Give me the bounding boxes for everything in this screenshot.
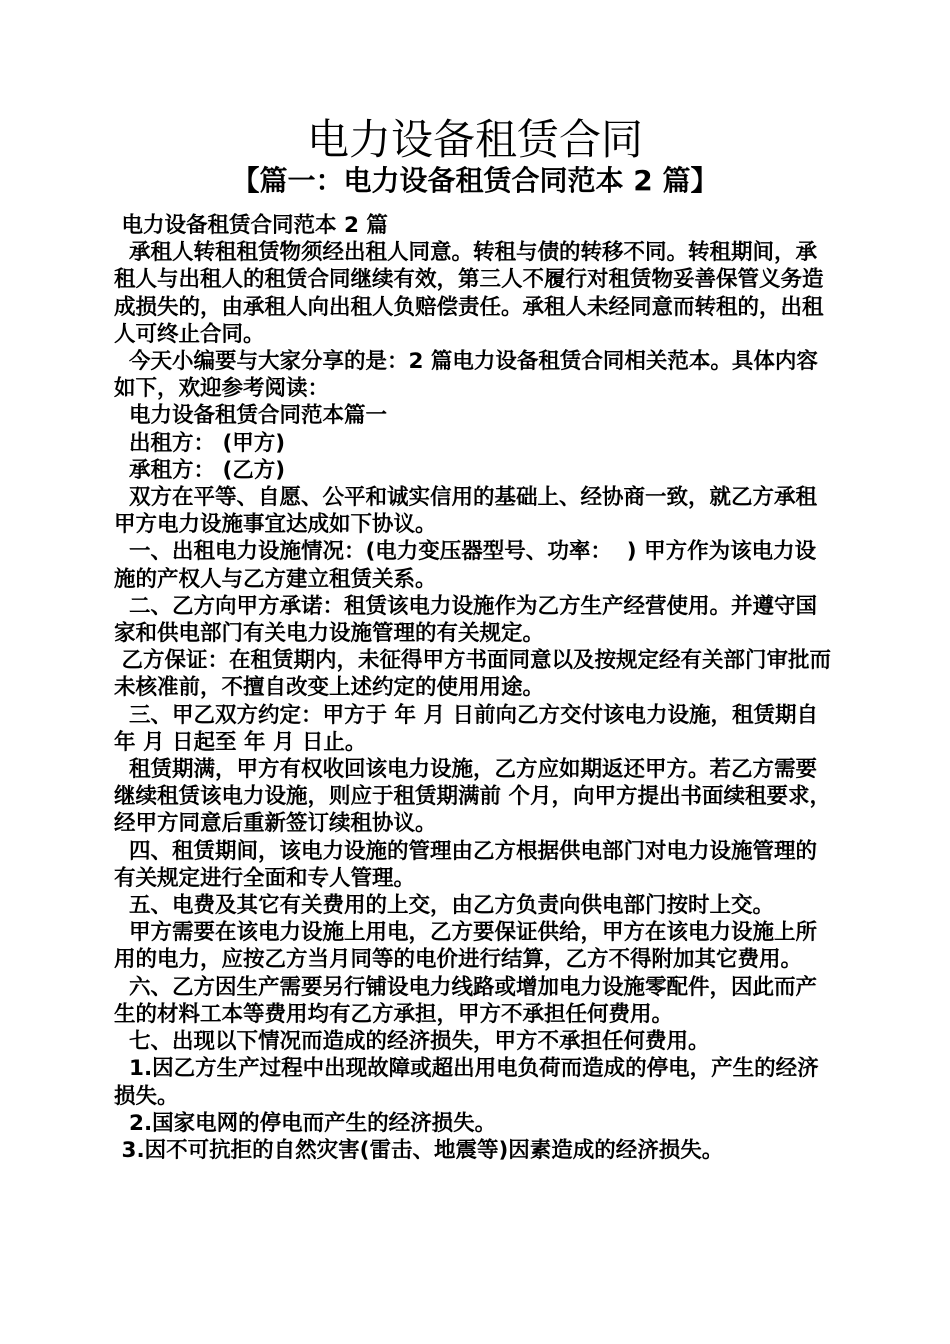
paragraph: 3.因不可抗拒的自然灾害(雷击、地震等)因素造成的经济损失。 <box>114 1137 724 1163</box>
paragraph: 租赁期满，甲方有权收回该电力设施，乙方应如期返还甲方。若乙方需要继续租赁该电力设施，则应于租赁期满前 个月，向甲方提出书面续租要求，经甲方同意后重新签订续租协议。 <box>114 757 831 837</box>
paragraph: 电力设备租赁合同范本篇一 <box>114 403 387 429</box>
paragraph: 五、电费及其它有关费用的上交，由乙方负责向供电部门按时上交。 <box>114 893 774 919</box>
paragraph: 承租人转租租赁物须经出租人同意。转租与债的转移不同。转租期间，承租人与出租人的租赁合同继续有效，第三人不履行对租赁物妥善保管义务造成损失的，由承租人向出租人负赔偿责任。承租人未经同意而转租的，出租人可终止合同。 <box>114 240 824 347</box>
paragraph: 承租方： (乙方) <box>114 457 286 483</box>
paragraph: 双方在平等、自愿、公平和诚实信用的基础上、经协商一致，就乙方承租甲方电力设施事宜达成如下协议。 <box>114 485 817 538</box>
paragraph: 电力设备租赁合同范本 2 篇 <box>114 213 388 238</box>
paragraph: 2.国家电网的停电而产生的经济损失。 <box>114 1110 497 1136</box>
paragraph: 二、乙方向甲方承诺：租赁该电力设施作为乙方生产经营使用。并遵守国家和供电部门有关电力设施管理的有关规定。 <box>114 593 817 647</box>
paragraph: 出租方： (甲方) <box>114 430 286 456</box>
document-body <box>114 212 836 1164</box>
paragraph: 七、出现以下情况而造成的经济损失，甲方不承担任何费用。 <box>114 1029 710 1055</box>
paragraph: 今天小编要与大家分享的是：2 篇电力设备租赁合同相关范本。具体内容如下，欢迎参考阅读： <box>114 349 818 402</box>
document-subtitle: 【篇一：电力设备租赁合同范本 2 篇】 <box>231 164 719 197</box>
document-title: 电力设备租赁合同 <box>306 115 643 164</box>
paragraph: 六、乙方因生产需要另行铺设电力线路或增加电力设施零配件，因此而产生的材料工本等费用均有乙方承担，甲方不承担任何费用。 <box>114 974 817 1027</box>
paragraph: 一、出租电力设施情况：(电力变压器型号、功率： ) 甲方作为该电力设施的产权人与乙方建立租赁关系。 <box>114 539 817 592</box>
paragraph: 1.因乙方生产过程中出现故障或超出用电负荷而造成的停电，产生的经济损失。 <box>114 1056 819 1109</box>
paragraph: 甲方需要在该电力设施上用电，乙方要保证供给，甲方在该电力设施上所用的电力，应按乙方当月同等的电价进行结算，乙方不得附加其它费用。 <box>114 920 817 973</box>
paragraph: 四、租赁期间，该电力设施的管理由乙方根据供电部门对电力设施管理的有关规定进行全面和专人管理。 <box>114 838 817 891</box>
paragraph: 乙方保证：在租赁期内，未征得甲方书面同意以及按规定经有关部门审批而未核准前，不擅自改变上述约定的使用用途。 <box>114 648 832 701</box>
paragraph: 三、甲乙双方约定：甲方于 年 月 日前向乙方交付该电力设施，租赁期自 年 月 日起至 年 月 日止。 <box>114 702 826 755</box>
